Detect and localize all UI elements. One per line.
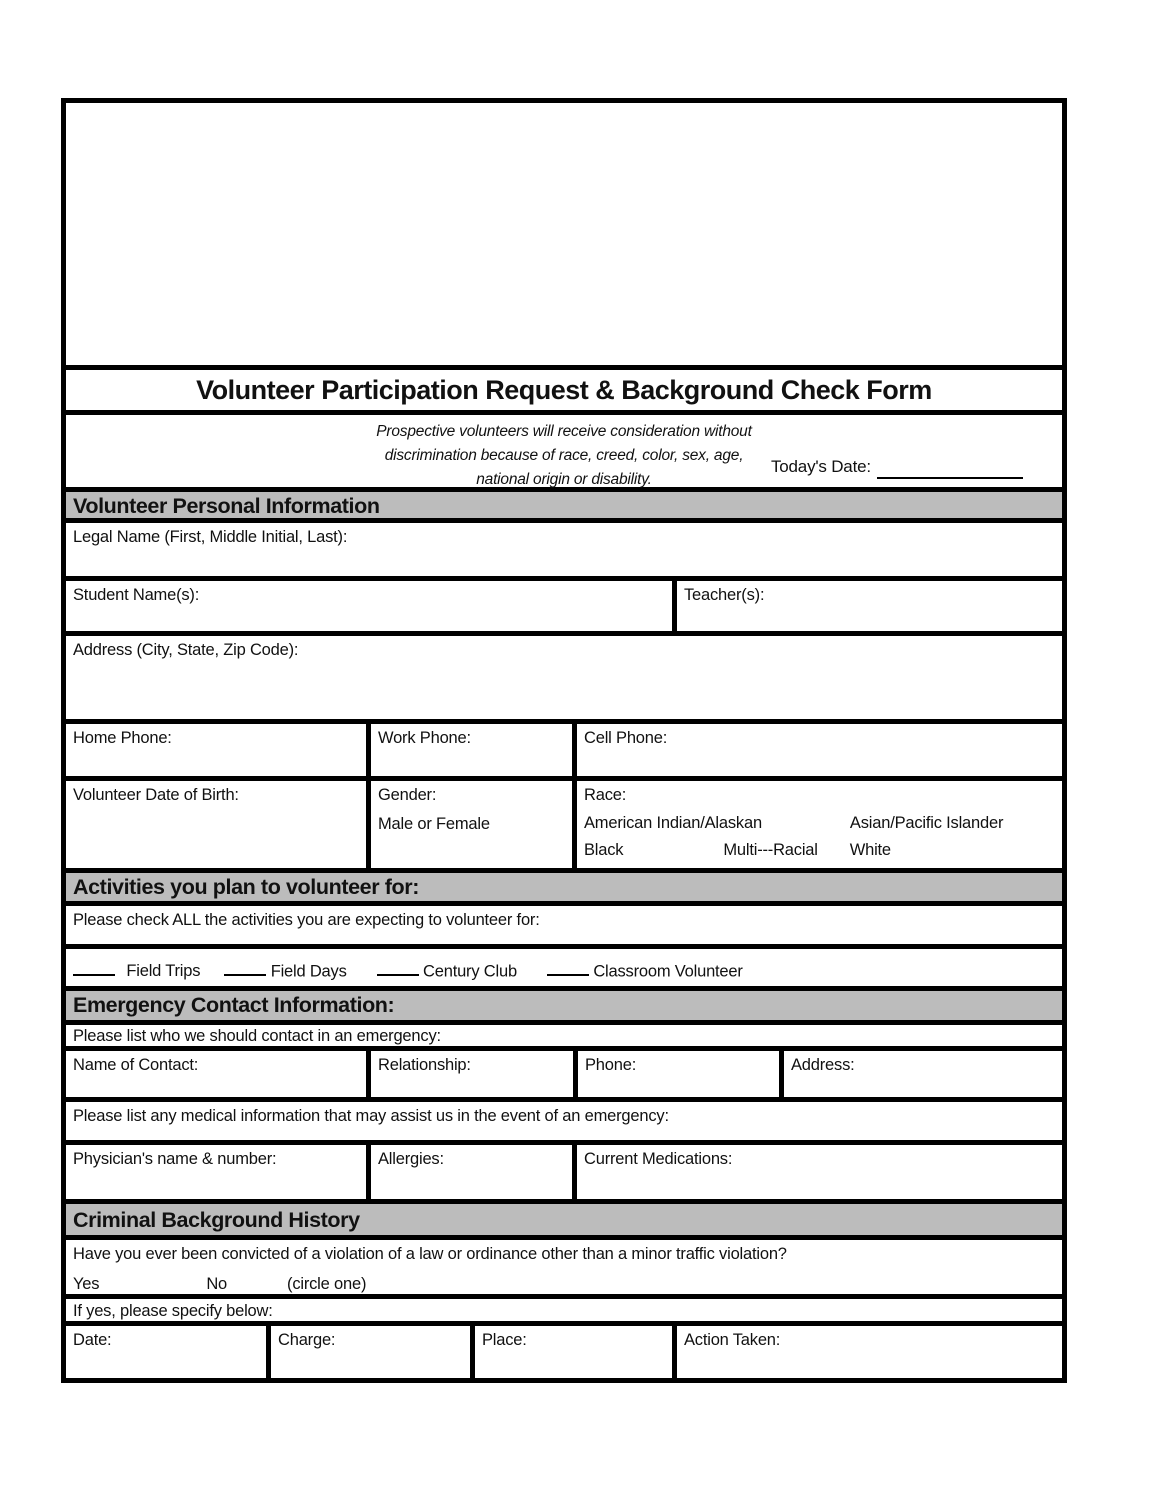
criminal-question: Have you ever been convicted of a violation of a law or ordinance other than a minor traffic violation? [73,1245,787,1263]
criminal-date-field[interactable] [66,1326,266,1378]
medical-instruction-row [66,1097,1062,1140]
home-phone-field[interactable] [66,724,366,776]
address-label: Address (City, State, Zip Code): [73,641,299,659]
section-criminal-header: Criminal Background History [66,1204,1062,1235]
legal-name-label: Legal Name (First, Middle Initial, Last): [73,528,348,546]
header-blank-box [66,103,1062,365]
todays-date [771,455,1023,479]
charge-field[interactable] [266,1326,470,1378]
emergency-address-label: Address: [791,1056,855,1074]
race-option-black[interactable]: Black [584,841,624,860]
disclaimer-line-3: national origin or disability. [476,471,652,488]
gender-field[interactable] [366,781,572,868]
place-field[interactable] [470,1326,672,1378]
emergency-address-field[interactable] [779,1051,1062,1097]
student-name-field[interactable] [66,581,672,631]
action-taken-field[interactable] [672,1326,1062,1378]
if-yes-row [66,1294,1062,1321]
address-row [66,631,1062,719]
allergies-field[interactable] [366,1145,572,1199]
criminal-question-row [66,1235,1062,1294]
yes-no-line [73,1274,1055,1294]
disclaimer-box [66,410,1062,487]
todays-date-label: Today's Date: [771,457,871,476]
activity-label-field-trips: Field Trips [126,962,201,981]
section-emergency-header: Emergency Contact Information: [66,991,1062,1020]
race-option-white[interactable]: White [849,841,891,860]
disclaimer-line-2: discrimination because of race, creed, color, sex, age, [384,447,744,464]
contact-name-field[interactable] [66,1051,366,1097]
todays-date-blank[interactable] [877,460,1023,479]
student-teacher-row [66,576,1062,631]
no-option[interactable]: No [206,1274,228,1293]
relationship-label: Relationship: [378,1056,471,1074]
legal-name-row [66,518,1062,576]
activities-options-line [66,949,1062,986]
teacher-field[interactable] [672,581,1062,631]
phones-row [66,719,1062,776]
section-activities-header-row [66,868,1062,901]
dob-gender-race-row [66,776,1062,868]
physician-label: Physician's name & number: [73,1150,277,1168]
emergency-contact-row [66,1046,1062,1097]
action-taken-label: Action Taken: [684,1331,781,1349]
activity-label-classroom-volunteer: Classroom Volunteer [593,962,743,981]
emergency-instruction: Please list who we should contact in an emergency: [73,1027,441,1045]
circle-one-label: (circle one) [287,1274,367,1293]
activity-label-field-days: Field Days [270,962,347,981]
race-option-multi-racial[interactable]: Multi---Racial [723,841,818,860]
place-label: Place: [482,1331,527,1349]
form-title-bar [66,365,1062,410]
legal-name-field[interactable] [66,523,1062,576]
contact-name-label: Name of Contact: [73,1056,199,1074]
activity-blank-classroom-volunteer[interactable] [547,958,589,977]
medications-field[interactable] [572,1145,1062,1199]
activities-instruction: Please check ALL the activities you are expecting to volunteer for: [73,911,540,929]
yes-option[interactable]: Yes [73,1274,100,1293]
emergency-phone-field[interactable] [573,1051,779,1097]
if-yes-label: If yes, please specify below: [73,1302,273,1320]
activity-option-field-days[interactable] [224,958,346,982]
section-criminal-header-row [66,1199,1062,1235]
gender-options: Male or Female [378,814,490,833]
emergency-instruction-row [66,1020,1062,1046]
section-personal-header: Volunteer Personal Information [66,492,1062,518]
cell-phone-field[interactable] [572,724,1062,776]
activity-option-classroom-volunteer[interactable] [547,958,743,982]
emergency-phone-label: Phone: [585,1056,637,1074]
section-emergency-header-row [66,986,1062,1020]
charge-label: Charge: [278,1331,336,1349]
race-label: Race: [584,786,627,804]
activities-instruction-row [66,901,1062,944]
work-phone-field[interactable] [366,724,572,776]
teacher-label: Teacher(s): [684,586,765,604]
activity-option-century-club[interactable] [377,958,517,982]
student-name-label: Student Name(s): [73,586,200,604]
activity-blank-field-days[interactable] [224,958,266,977]
medical-details-row [66,1140,1062,1199]
activities-options-row [66,944,1062,986]
allergies-label: Allergies: [378,1150,444,1168]
criminal-details-row [66,1321,1062,1378]
activity-label-century-club: Century Club [423,962,517,981]
criminal-date-label: Date: [73,1331,112,1349]
relationship-field[interactable] [366,1051,573,1097]
work-phone-label: Work Phone: [378,729,471,747]
dob-label: Volunteer Date of Birth: [73,786,239,804]
race-option-american-indian[interactable]: American Indian/Alaskan [584,813,762,832]
home-phone-label: Home Phone: [73,729,172,747]
cell-phone-label: Cell Phone: [584,729,668,747]
disclaimer-line-1: Prospective volunteers will receive consideration without [376,423,752,440]
race-option-asian-pacific[interactable]: Asian/Pacific Islander [849,813,1004,832]
race-field[interactable] [572,781,1062,868]
activity-blank-century-club[interactable] [377,958,419,977]
volunteer-form [61,98,1067,1383]
section-activities-header: Activities you plan to volunteer for: [66,873,1062,901]
activity-option-field-trips[interactable] [73,958,200,982]
dob-field[interactable] [66,781,366,868]
address-field[interactable] [66,636,1062,719]
medications-label: Current Medications: [584,1150,733,1168]
medical-instruction[interactable]: Please list any medical information that may assist us in the event of an emergency: [73,1107,669,1125]
activity-blank-field-trips[interactable] [73,958,115,977]
criminal-question-cell [66,1240,1062,1294]
form-title: Volunteer Participation Request & Background Check Form [196,374,932,405]
physician-field[interactable] [66,1145,366,1199]
gender-label: Gender: [378,786,437,804]
